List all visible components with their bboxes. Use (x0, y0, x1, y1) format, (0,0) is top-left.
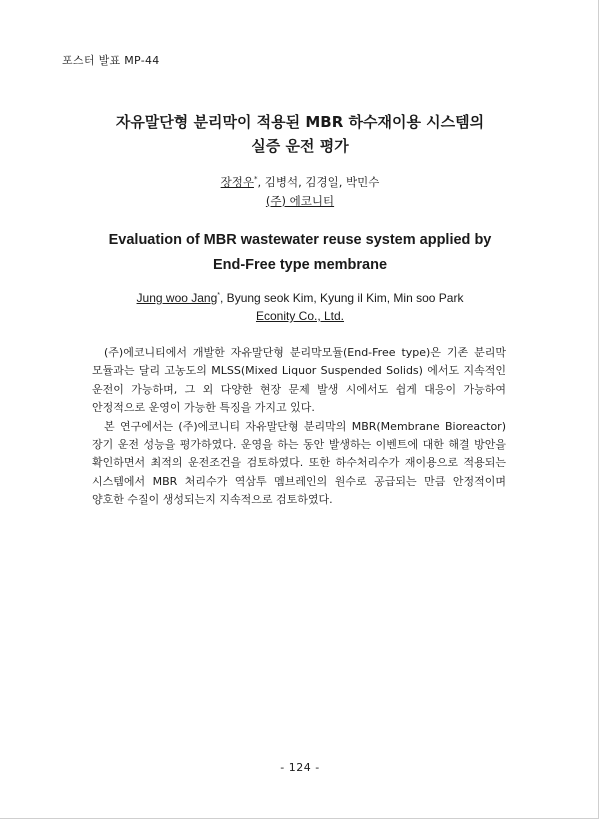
english-coauthors: , Byung seok Kim, Kyung il Kim, Min soo Park (220, 291, 464, 305)
english-first-author: Jung woo Jang (136, 291, 218, 305)
korean-title-line2: 실증 운전 평가 (251, 137, 349, 155)
corresponding-marker-en: * (217, 292, 221, 299)
abstract-paragraph-1: (주)에코니티에서 개발한 자유말단형 분리막모듈(End-Free type)은 기존 분리막 모듈과는 달리 고농도의 MLSS(Mixed Liquor Suspended Solids) 에서도 지속적인 운전이 가능하며, 그 외 다양한 현장 문제 발생 시에서도 쉽게 대응이 가능하여 안정적으로 운영이 가능한 특징을 가지고 있다. (92, 346, 506, 415)
korean-title-line1: 자유말단형 분리막이 적용된 MBR 하수재이용 시스템의 (115, 113, 485, 131)
korean-authors (0, 173, 600, 211)
english-title-line2: End-Free type membrane (212, 257, 388, 273)
corresponding-marker-ko: * (253, 175, 258, 184)
korean-coauthors: , 김병석, 김경일, 박민수 (257, 175, 380, 189)
abstract (92, 344, 506, 510)
english-affiliation: Econity Co., Ltd. (255, 309, 345, 323)
korean-title (0, 110, 600, 158)
korean-author-line (0, 173, 600, 192)
abstract-paragraph-2: 본 연구에서는 (주)에코니티 자유말단형 분리막의 MBR(Membrane Bioreactor) 장기 운전 성능을 평가하였다. 운영을 하는 동안 발생하는 이벤트에 대한 해결 방안을 확인하면서 최적의 운전조건을 검토하였다. 또한 하수처리수가 재이용으로 적용되는 시스템에서 MBR 처리수가 역삼투 멤브레인의 원수로 공급되는 만큼 안정적이며 양호한 수질이 생성되는지 지속적으로 검토하였다. (92, 419, 506, 507)
korean-affiliation: (주) 에코니티 (265, 194, 335, 208)
korean-first-author: 장정우 (220, 175, 254, 189)
session-label: 포스터 발표 MP-44 (62, 54, 160, 67)
english-author-line (0, 289, 600, 307)
english-title-line1: Evaluation of MBR wastewater reuse system applied by (108, 232, 492, 248)
english-title (0, 228, 600, 278)
page-number: - 124 - (280, 761, 320, 774)
english-authors (0, 289, 600, 325)
